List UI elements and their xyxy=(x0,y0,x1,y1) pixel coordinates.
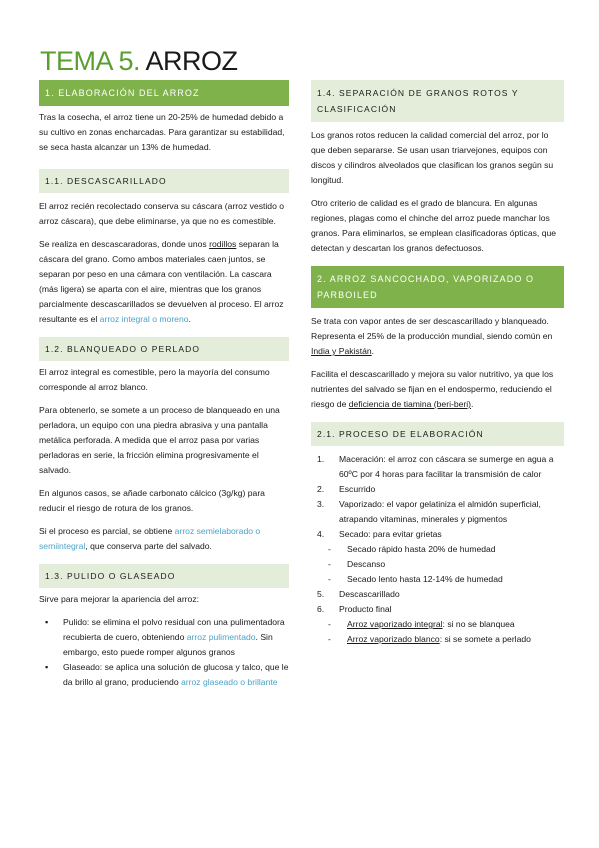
list-number: 1. xyxy=(317,454,325,464)
paragraph: Sirve para mejorar la apariencia del arroz: xyxy=(39,594,200,604)
list-number: 2. xyxy=(317,484,325,494)
right-column xyxy=(311,80,564,647)
underlined-term: rodillos xyxy=(209,239,237,249)
highlight-term: arroz integral o moreno xyxy=(99,314,189,324)
list-item xyxy=(311,452,564,482)
sub-list-item xyxy=(311,632,564,647)
paragraph: El arroz recién recolectado conserva su cáscara (arroz vestido o arroz cáscara), que debe eliminarse, ya que no es comestible. xyxy=(39,201,285,226)
list-item xyxy=(39,660,289,690)
paragraph xyxy=(39,524,289,554)
numbered-list xyxy=(311,452,564,542)
sub-list-item: - Secado rápido hasta 20% de humedad xyxy=(311,542,564,557)
sub-list-item: - Descanso xyxy=(311,557,564,572)
text: Descascarillado xyxy=(339,589,400,599)
bullet-list xyxy=(39,615,289,690)
text: Escurrido xyxy=(339,484,376,494)
underlined-term: India y Pakistán xyxy=(311,346,372,356)
text: Facilita el descascarillado y mejora su valor nutritivo, ya que los nutrientes del salvado se fijan en el endospermo, reduciendo el riesgo de xyxy=(311,369,554,409)
list-number: 4. xyxy=(317,529,325,539)
highlight-term: arroz pulimentado xyxy=(186,632,256,642)
paragraph: Los granos rotos reducen la calidad comercial del arroz, por lo que deben separarse. Se usan usan triarvejones, equipos con discos y cilindros alveolados que clasifican los granos según su longitud. xyxy=(311,130,554,185)
text: Producto final xyxy=(339,604,392,614)
text: Se trata con vapor antes de ser descascarillado y blanqueado. Representa el 25% de la producción mundial, siendo común en xyxy=(311,316,553,341)
highlight-term: arroz semielaborado o semiintegral xyxy=(39,526,261,551)
highlight-term: arroz glaseado o brillante xyxy=(181,677,278,687)
sub-list xyxy=(311,542,564,587)
section-header-1-3: 1.3. PULIDO O GLASEADO xyxy=(39,564,289,588)
numbered-list xyxy=(311,587,564,617)
underlined-term: deficiencia de tiamina (beri-beri) xyxy=(348,399,472,409)
text: Glaseado: se aplica una solución de glucosa y talco, que le da brillo al grano, produciendo xyxy=(63,662,289,687)
section-header-1-4: 1.4. SEPARACIÓN DE GRANOS ROTOS Y CLASIFICACIÓN xyxy=(311,80,564,122)
sub-list-item: - Secado lento hasta 12-14% de humedad xyxy=(311,572,564,587)
sub-list xyxy=(311,617,564,647)
paragraph: Tras la cosecha, el arroz tiene un 20-25% de humedad debido a su cultivo en zonas encharcadas. Para garantizar su estabilidad, se seca hasta alcanzar un 13% de humedad. xyxy=(39,112,285,152)
paragraph: Otro criterio de calidad es el grado de blancura. En algunas regiones, plagas como el chinche del arroz puede manchar los granos. Para eliminarlos, se emplean clasificadoras ópticas, que detectan y descartan los granos defectuosos. xyxy=(311,198,557,253)
paragraph xyxy=(311,367,564,412)
list-item xyxy=(311,482,564,497)
list-item xyxy=(311,602,564,617)
text: Maceración: el arroz con cáscara se sumerge en agua a 60ºC por 4 horas para facilitar la transmisión de calor xyxy=(339,454,554,479)
section-header-1-2: 1.2. BLANQUEADO O PERLADO xyxy=(39,337,289,361)
text: : si no se blanquea xyxy=(442,619,515,629)
title-number: TEMA 5. xyxy=(40,46,141,76)
list-number: 5. xyxy=(317,589,325,599)
page-title xyxy=(40,44,238,78)
section-header-1-1: 1.1. DESCASCARILLADO xyxy=(39,169,289,193)
text: Si el proceso es parcial, se obtiene xyxy=(39,526,175,536)
list-item xyxy=(39,615,289,660)
list-item xyxy=(311,587,564,602)
paragraph: El arroz integral es comestible, pero la mayoría del consumo corresponde al arroz blanco. xyxy=(39,367,270,392)
text: , que conserva parte del salvado. xyxy=(85,541,212,551)
text: . xyxy=(371,346,375,356)
section-header-1: 1. ELABORACIÓN DEL ARROZ xyxy=(39,80,289,106)
text: Pulido: se elimina el polvo residual con una pulimentadora recubierta de cuero, obteniendo xyxy=(63,617,285,642)
title-name: ARROZ xyxy=(145,46,238,76)
text: Se realiza en descascaradoras, donde unos xyxy=(39,239,210,249)
sub-list-item xyxy=(311,617,564,632)
list-item xyxy=(311,497,564,527)
text: . xyxy=(188,314,191,324)
text: separan la cáscara del grano. Como ambos materiales caen juntos, se separan por peso en una cámara con ventilación. La cascara (más ligera) se aparta con el aire, mientras que los granos parcialmente descascarillados se devuelven al proceso. El arroz resultante es el xyxy=(39,239,284,324)
underlined-term: Arroz vaporizado integral xyxy=(347,619,443,629)
text: . xyxy=(471,399,474,409)
text: Secado: para evitar grietas xyxy=(339,529,442,539)
text: Vaporizado: el vapor gelatiniza el almidón superficial, atrapando vitaminas, minerales y pigmentos xyxy=(339,499,541,524)
list-number: 6. xyxy=(317,604,325,614)
text: . Sin embargo, esto puede romper algunos granos xyxy=(63,632,273,657)
paragraph: Para obtenerlo, se somete a un proceso de blanqueado en una perladora, un equipo con una piedra abrasiva y una pantalla metálica perforada. A medida que el arroz pasa por varias perladoras en serie, la fricción elimina progresivamente el salvado. xyxy=(39,405,280,475)
section-header-2-1: 2.1. PROCESO DE ELABORACIÓN xyxy=(311,422,564,446)
left-column xyxy=(39,80,289,690)
paragraph: En algunos casos, se añade carbonato cálcico (3g/kg) para reducir el riesgo de rotura de los granos. xyxy=(39,488,265,513)
list-item xyxy=(311,527,564,542)
paragraph xyxy=(39,237,289,327)
underlined-term: Arroz vaporizado blanco xyxy=(347,634,440,644)
text: : si se somete a perlado xyxy=(439,634,531,644)
list-number: 3. xyxy=(317,499,325,509)
paragraph xyxy=(311,314,564,359)
section-header-2: 2. ARROZ SANCOCHADO, VAPORIZADO O PARBOILED xyxy=(311,266,564,308)
